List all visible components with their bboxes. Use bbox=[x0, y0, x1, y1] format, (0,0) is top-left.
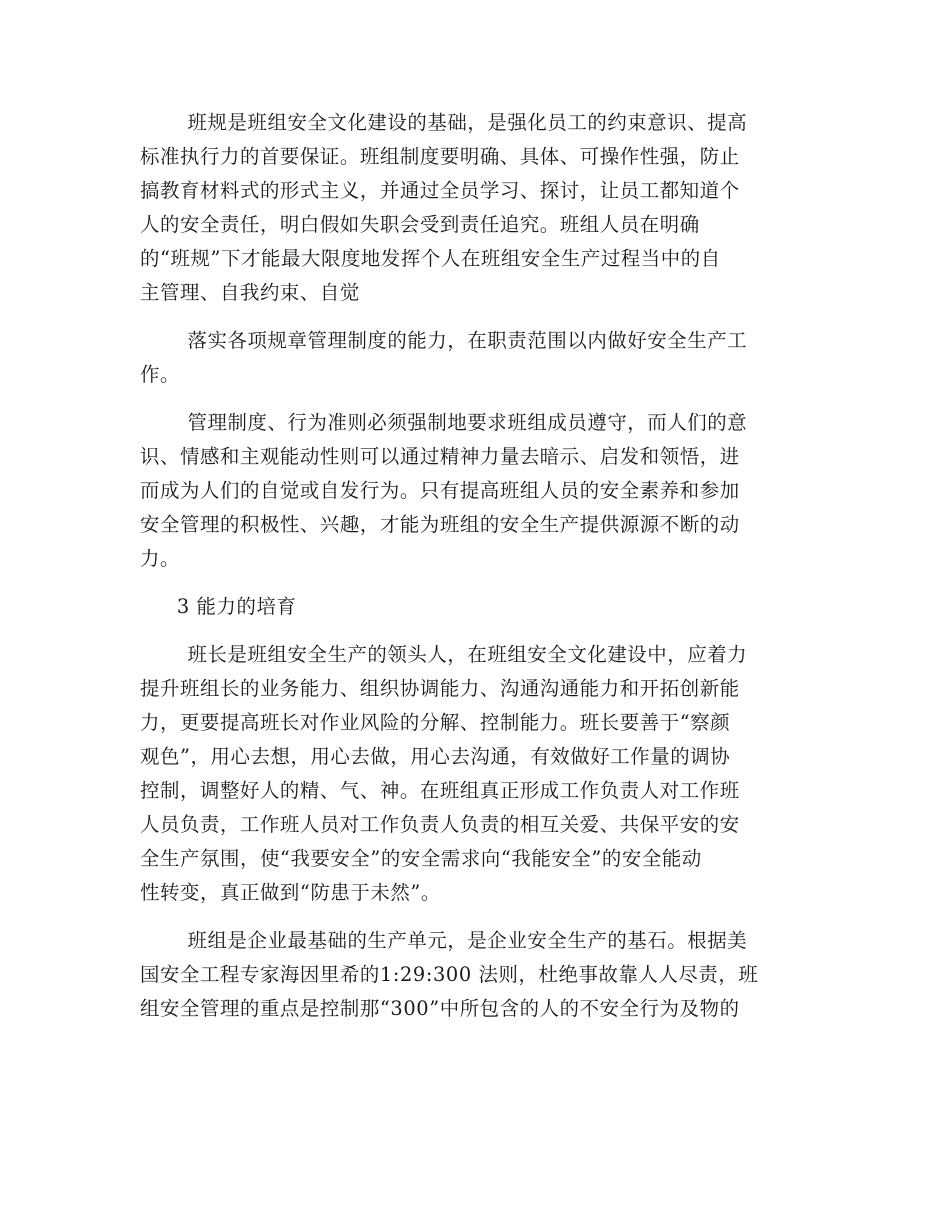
text-line: 观色”，用心去想，用心去做，用心去沟通，有效做好工作量的调协 bbox=[140, 745, 731, 768]
paragraph-4 bbox=[140, 638, 808, 910]
text-line: 提升班组长的业务能力、组织协调能力、沟通沟通能力和开拓创新能 bbox=[140, 677, 740, 700]
text-line: 而成为人们的自觉或自发行为。只有提高班组人员的安全素养和参加 bbox=[140, 479, 740, 502]
text-line: 主管理、自我约束、自觉 bbox=[140, 281, 360, 304]
text-line: 性转变，真正做到“防患于未然”。 bbox=[140, 881, 441, 904]
text-line: 人员负责，工作班人员对工作负责人负责的相互关爱、共保平安的安 bbox=[140, 813, 740, 836]
text-line: 落实各项规章管理制度的能力，在职责范围以内做好安全生产工 bbox=[187, 329, 748, 352]
paragraph-1 bbox=[140, 106, 808, 310]
text-line: 力。 bbox=[140, 547, 180, 570]
text-line: 国安全工程专家海因里希的1:29:300 法则，杜绝事故靠人人尽责，班 bbox=[140, 963, 759, 986]
text-line: 全生产氛围，使“我要安全”的安全需求向“我能安全”的安全能动 bbox=[140, 847, 702, 870]
text-line: 管理制度、行为准则必须强制地要求班组成员遵守，而人们的意 bbox=[187, 411, 748, 434]
text-line: 班组是企业最基础的生产单元，是企业安全生产的基石。根据美 bbox=[187, 929, 748, 952]
text-line: 控制，调整好人的精、气、神。在班组真正形成工作负责人对工作班 bbox=[140, 779, 740, 802]
text-line: 搞教育材料式的形式主义，并通过全员学习、探讨，让员工都知道个 bbox=[140, 179, 740, 202]
text-line: 的“班规”下才能最大限度地发挥个人在班组安全生产过程当中的自 bbox=[140, 247, 721, 270]
paragraph-3 bbox=[140, 406, 808, 576]
text-line: 人的安全责任，明白假如失职会受到责任追究。班组人员在明确 bbox=[140, 213, 700, 236]
text-line: 识、情感和主观能动性则可以通过精神力量去暗示、启发和领悟，进 bbox=[140, 445, 740, 468]
text-line: 班规是班组安全文化建设的基础，是强化员工的约束意识、提高 bbox=[187, 111, 748, 134]
paragraph-5 bbox=[140, 924, 808, 1026]
section-heading: 3 能力的培育 bbox=[176, 595, 297, 618]
text-line: 安全管理的积极性、兴趣，才能为班组的安全生产提供源源不断的动 bbox=[140, 513, 740, 536]
text-line: 组安全管理的重点是控制那“300”中所包含的人的不安全行为及物的 bbox=[140, 997, 740, 1020]
text-line: 标准执行力的首要保证。班组制度要明确、具体、可操作性强，防止 bbox=[140, 145, 740, 168]
text-line: 班长是班组安全生产的领头人，在班组安全文化建设中，应着力 bbox=[187, 643, 748, 666]
document-page bbox=[140, 106, 808, 1040]
paragraph-2 bbox=[140, 324, 808, 392]
text-line: 力，更要提高班长对作业风险的分解、控制能力。班长要善于“察颜 bbox=[140, 711, 731, 734]
text-line: 作。 bbox=[140, 363, 180, 386]
